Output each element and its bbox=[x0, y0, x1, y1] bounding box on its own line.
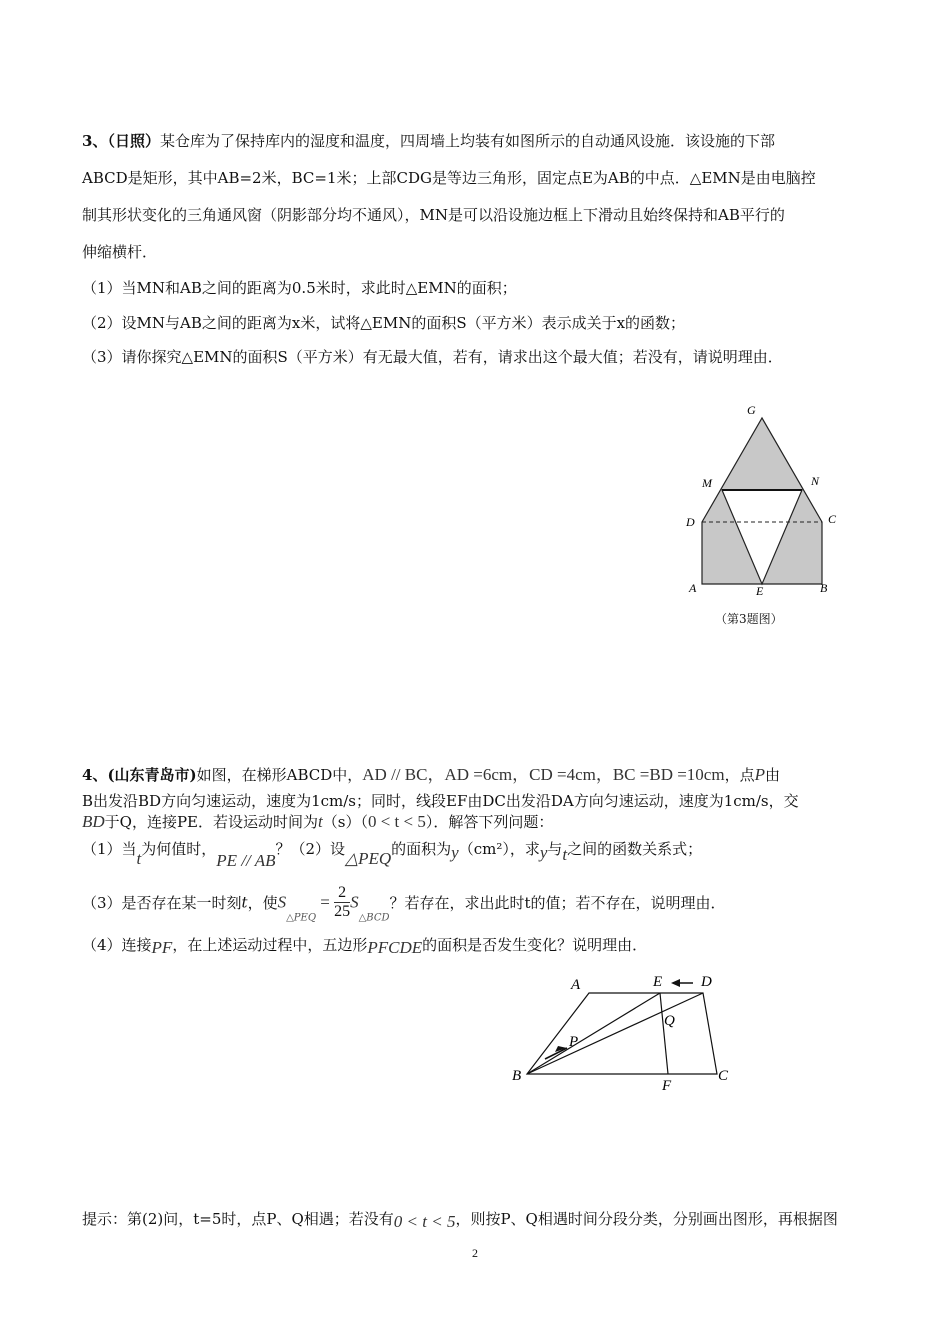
q4-l4-b: 为何值时， bbox=[141, 840, 217, 858]
q4-l4-a: （1）当 bbox=[82, 840, 137, 858]
q4-label-p: P bbox=[569, 1034, 579, 1050]
q4-label-c: C bbox=[718, 1068, 729, 1084]
q4-l5-s: S bbox=[277, 892, 287, 912]
q4-line-2: B出发沿BD方向匀速运动，速度为1cm/s；同时，线段EF由DC出发沿DA方向匀速运动，速度为1cm/s，交 bbox=[82, 792, 799, 810]
q4-l3-c: ）．解答下列问题： bbox=[425, 813, 554, 831]
q3-part-1: （1）当MN和AB之间的距离为0.5米时，求此时△EMN的面积； bbox=[82, 279, 517, 297]
q4-number: 4、 bbox=[82, 766, 108, 784]
q3-part-3: （3）请你探究△EMN的面积S（平方米）有无最大值，若有，请求出这个最大值；若没有，请说明理由． bbox=[82, 348, 783, 366]
hint-line bbox=[82, 1208, 838, 1229]
q3-intro-3: 制其形状变化的三角通风窗（阴影部分均不通风），MN是可以沿设施边框上下滑动且始终保持和AB平行的 bbox=[82, 206, 785, 224]
q4-l4-math: PE // AB bbox=[216, 851, 276, 870]
q4-l6-c: 的面积是否发生变化？说明理由． bbox=[422, 936, 648, 954]
q4-line-1 bbox=[82, 760, 780, 785]
q4-l6-a: （4）连接 bbox=[82, 936, 152, 954]
q4-l4-t2: t bbox=[562, 845, 568, 864]
q4-label-f: F bbox=[662, 1078, 672, 1094]
q3-label-n: N bbox=[811, 474, 820, 488]
q4-l4-c: ？（2）设 bbox=[275, 840, 346, 858]
q4-label-b: B bbox=[512, 1068, 522, 1084]
q4-l1-b: ，点 bbox=[724, 766, 755, 784]
q4-l5-eq: = bbox=[316, 892, 335, 912]
q3-source: （日照） bbox=[107, 132, 160, 150]
q3-line-1 bbox=[82, 130, 775, 151]
q4-l3-b: （s）（ bbox=[322, 813, 368, 831]
q3-intro-1: 某仓库为了保持库内的湿度和温度，四周墙上均装有如图所示的自动通风设施．该设施的下部 bbox=[159, 132, 775, 150]
q4-l5-t: t bbox=[241, 893, 248, 912]
q4-label-a: A bbox=[571, 977, 581, 993]
q4-l4-g: 之间的函数关系式； bbox=[567, 840, 703, 858]
q3-label-a: A bbox=[689, 581, 697, 595]
q4-line-3 bbox=[82, 811, 553, 832]
q4-bd-line bbox=[527, 993, 703, 1074]
q4-l5-sub1: △PEQ bbox=[286, 912, 317, 924]
q4-l1-math: AD // BC，AD =6cm，CD =4cm，BC =BD =10cm bbox=[362, 765, 725, 784]
q4-l5-c: ？若存在，求出此时t的值；若不存在，说明理由． bbox=[389, 894, 726, 912]
q3-label-m: M bbox=[702, 476, 712, 490]
q4-l3-bd: BD bbox=[82, 812, 105, 831]
q4-l3-range: 0 < t < 5 bbox=[367, 812, 426, 831]
q4-l6-pf: PF bbox=[151, 938, 173, 957]
hint-b: ，则按P、Q相遇时间分段分类，分别画出图形，再根据图 bbox=[455, 1210, 838, 1228]
q3-number: 3、 bbox=[82, 132, 108, 150]
q3-caption: （第3题图） bbox=[715, 612, 783, 626]
q4-l4-d: 的面积为 bbox=[391, 840, 452, 858]
q4-l1-p: P bbox=[754, 765, 765, 784]
q4-l3-a: 于Q，连接PE．若设运动时间为 bbox=[104, 813, 319, 831]
q4-l5-a: （3）是否存在某一时刻 bbox=[82, 894, 242, 912]
q4-l4-tri: △PEQ bbox=[345, 849, 392, 868]
q4-trapezoid bbox=[527, 993, 717, 1074]
q4-l3-t: t bbox=[318, 812, 323, 831]
q3-part-2: （2）设MN与AB之间的距离为x米，试将△EMN的面积S（平方米）表示成关于x的函数； bbox=[82, 314, 686, 332]
q4-l5-sub2: △BCD bbox=[358, 912, 390, 924]
q4-label-d: D bbox=[701, 974, 712, 990]
q4-l5-fraction bbox=[334, 884, 350, 921]
q4-l6-poly: PFCDE bbox=[367, 938, 423, 957]
q4-l5-s2: S bbox=[350, 892, 359, 912]
q4-l4-y: y bbox=[451, 843, 459, 862]
q3-label-c: C bbox=[828, 512, 837, 526]
q3-label-d: D bbox=[686, 515, 695, 529]
hint-a: 提示：第(2)问，t=5时，点P、Q相遇；若没有 bbox=[82, 1210, 394, 1228]
q4-line-6 bbox=[82, 934, 647, 955]
q3-label-b: B bbox=[820, 581, 828, 595]
q3-intro-2: ABCD是矩形，其中AB=2米，BC=1米；上部CDG是等边三角形，固定点E为AB的中点．△EMN是由电脑控 bbox=[82, 169, 816, 187]
q3-label-g: G bbox=[747, 403, 756, 417]
q4-ef-line bbox=[660, 993, 668, 1074]
q4-figure bbox=[505, 968, 745, 1098]
hint-range: 0 < t < 5 bbox=[393, 1212, 456, 1231]
q4-l4-f: 与 bbox=[547, 840, 563, 858]
q4-l5-b: ，使 bbox=[247, 894, 278, 912]
page-number: 2 bbox=[472, 1246, 478, 1260]
q4-line-4 bbox=[82, 838, 703, 870]
q4-l4-e: （cm²），求 bbox=[458, 840, 540, 858]
q4-source: (山东青岛市) bbox=[107, 766, 197, 784]
q3-label-e: E bbox=[756, 584, 764, 598]
q4-be-line bbox=[527, 993, 660, 1074]
q4-line-5 bbox=[82, 884, 726, 924]
q4-label-e: E bbox=[653, 974, 663, 990]
q4-l5-den: 25 bbox=[334, 903, 351, 920]
q4-l5-num: 2 bbox=[334, 884, 350, 903]
q4-l1-a: 如图，在梯形ABCD中， bbox=[196, 766, 363, 784]
q4-l1-c: 由 bbox=[764, 766, 780, 784]
q3-figure bbox=[678, 398, 848, 598]
q4-l4-t: t bbox=[136, 849, 142, 868]
q3-intro-4: 伸缩横杆． bbox=[82, 243, 158, 261]
q4-arrow-d bbox=[671, 979, 680, 987]
q4-l6-b: ，在上述运动过程中，五边形 bbox=[172, 936, 368, 954]
q4-l4-y2: y bbox=[539, 843, 548, 862]
q4-label-q: Q bbox=[664, 1013, 675, 1029]
